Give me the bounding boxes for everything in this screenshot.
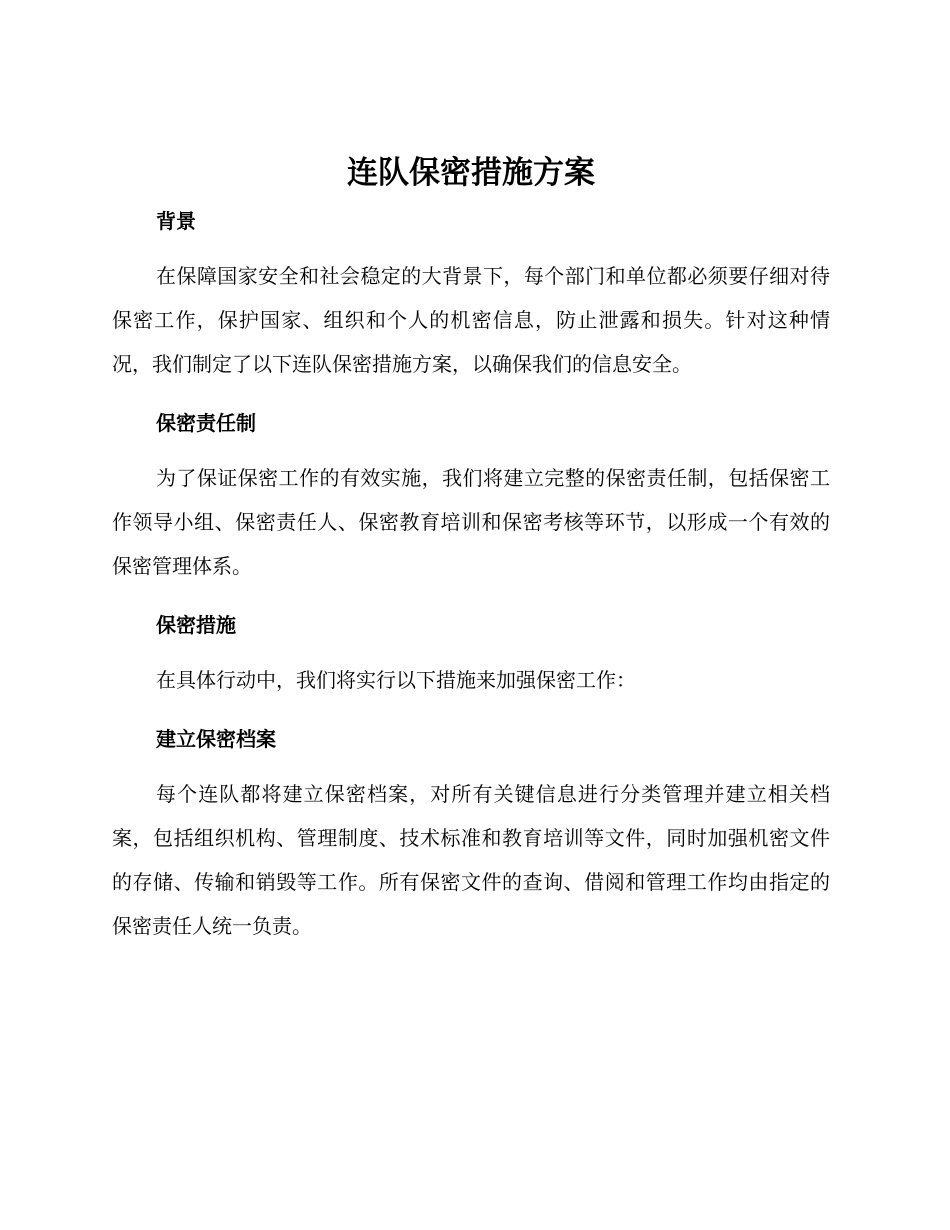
section-paragraph-responsibility: 为了保证保密工作的有效实施，我们将建立完整的保密责任制，包括保密工作领导小组、保密责任人、保密教育培训和保密考核等环节，以形成一个有效的保密管理体系。 bbox=[112, 466, 830, 578]
section-heading-background: 背景 bbox=[156, 209, 196, 233]
section-paragraph-measures: 在具体行动中，我们将实行以下措施来加强保密工作： bbox=[156, 668, 636, 692]
section-paragraph-archives: 每个连队都将建立保密档案，对所有关键信息进行分类管理并建立相关档案，包括组织机构、管理制度、技术标准和教育培训等文件，同时加强机密文件的存储、传输和销毁等工作。所有保密文件的查询、借阅和管理工作均由指定的保密责任人统一负责。 bbox=[112, 782, 830, 938]
section-heading-archives: 建立保密档案 bbox=[156, 727, 276, 751]
section-heading-measures: 保密措施 bbox=[156, 613, 236, 637]
section-paragraph-background: 在保障国家安全和社会稳定的大背景下，每个部门和单位都必须要仔细对待保密工作，保护国家、组织和个人的机密信息，防止泄露和损失。针对这种情况，我们制定了以下连队保密措施方案，以确保我们的信息安全。 bbox=[112, 264, 830, 376]
document-body bbox=[112, 148, 830, 948]
document-title: 连队保密措施方案 bbox=[347, 155, 595, 191]
section-heading-responsibility: 保密责任制 bbox=[156, 411, 256, 435]
